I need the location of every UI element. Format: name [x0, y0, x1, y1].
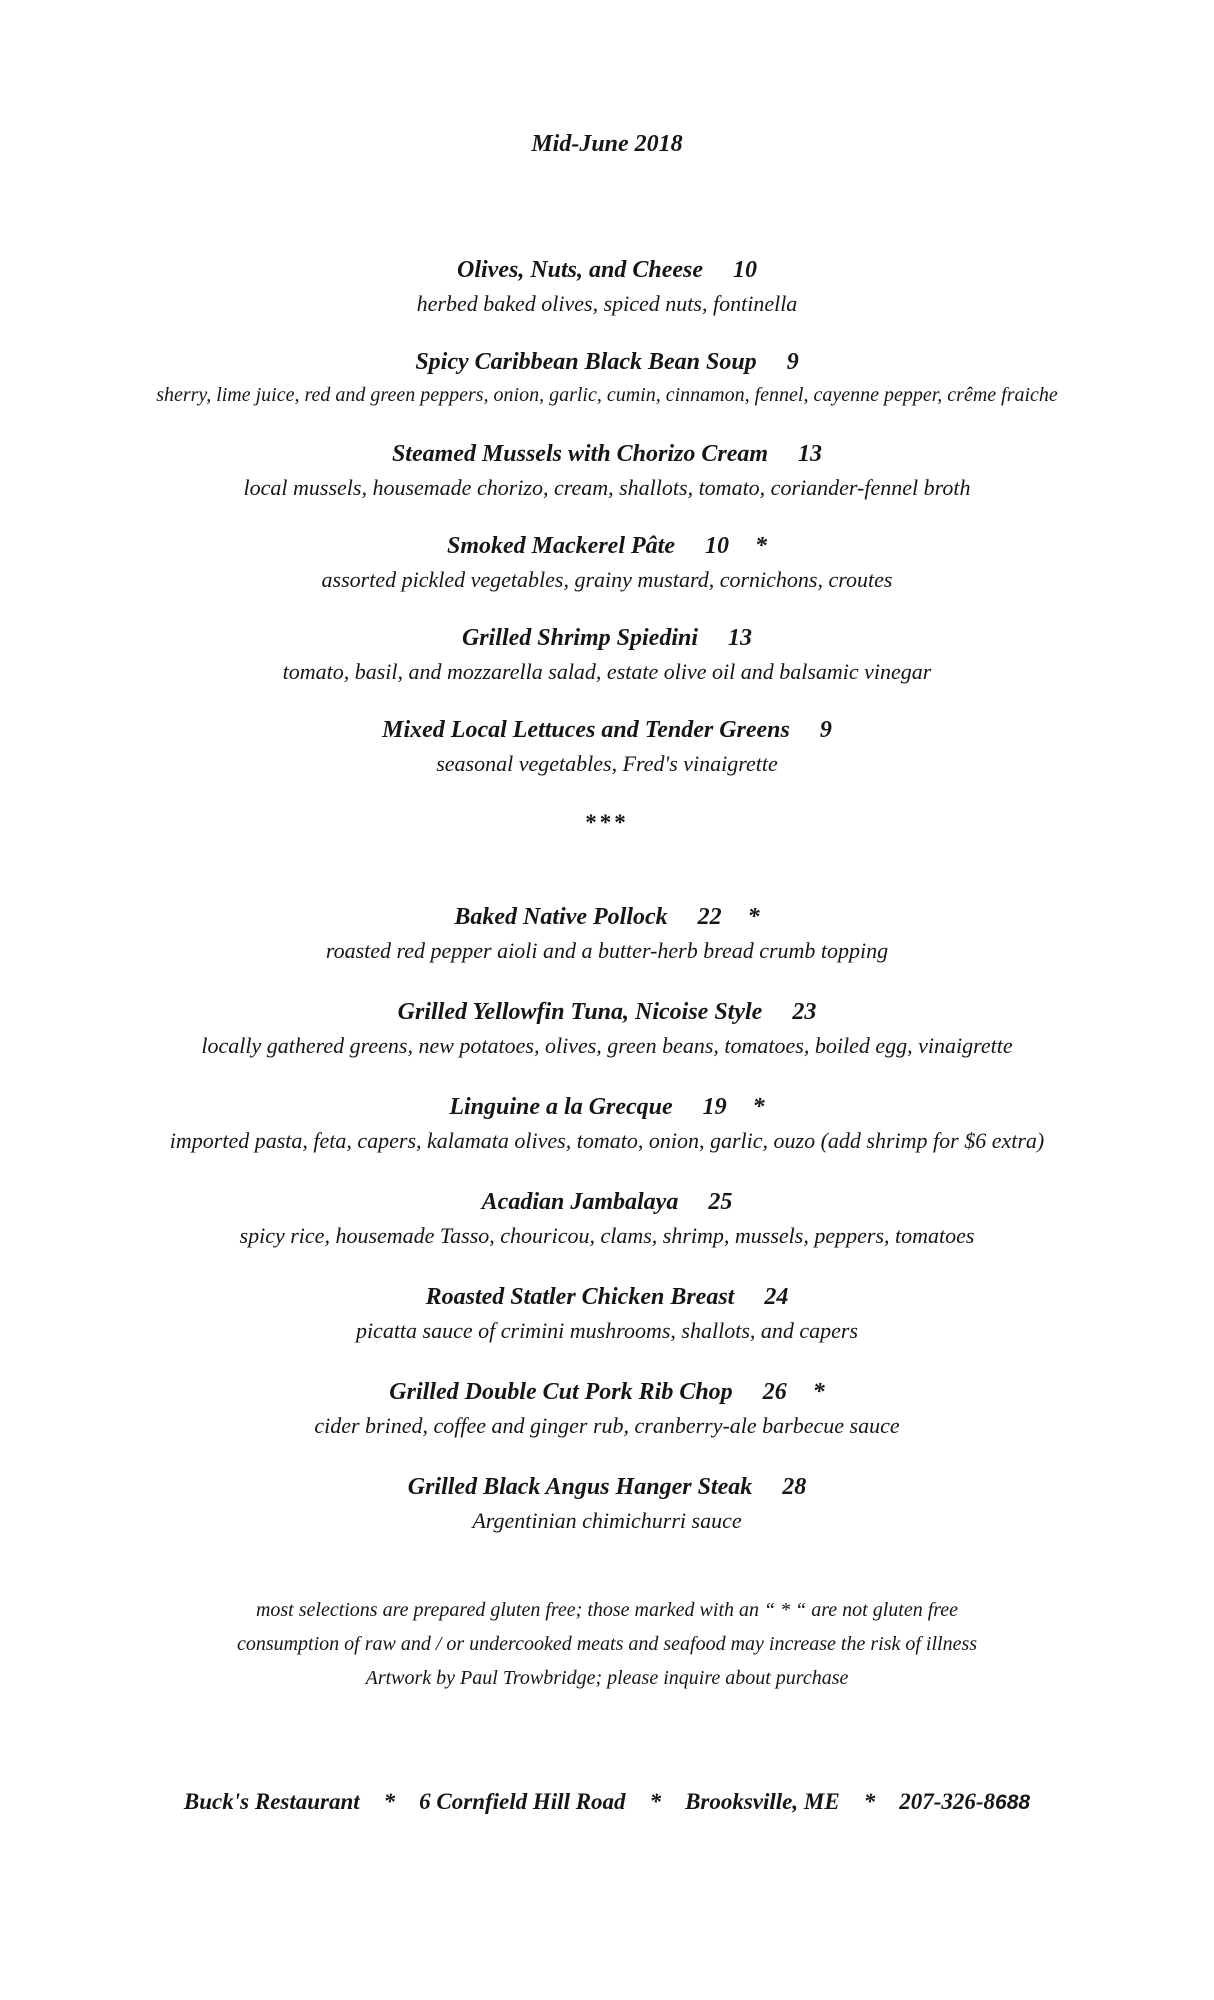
- item-title-line: [0, 438, 1214, 471]
- item-title-line: [0, 1186, 1214, 1219]
- item-title-line: [0, 254, 1214, 287]
- appetizers-section: [0, 254, 1214, 780]
- menu-item: [0, 1091, 1214, 1157]
- menu-date: Mid-June 2018: [531, 131, 683, 158]
- menu-item: [0, 622, 1214, 688]
- item-description: spicy rice, housemade Tasso, chouricou, clams, shrimp, mussels, peppers, tomatoes: [239, 1223, 975, 1249]
- item-price: 19: [702, 1094, 727, 1121]
- item-title-line: [0, 714, 1214, 747]
- restaurant-name: Buck's Restaurant: [183, 1789, 360, 1815]
- item-name: Acadian Jambalaya: [481, 1189, 679, 1216]
- item-price: 13: [798, 441, 823, 468]
- raw-consumption-note: consumption of raw and / or undercooked meats and seafood may increase the risk of illness: [236, 1633, 978, 1656]
- phone-number: [899, 1789, 1030, 1814]
- item-description: assorted pickled vegetables, grainy mustard, cornichons, croutes: [321, 567, 893, 593]
- item-name: Steamed Mussels with Chorizo Cream: [391, 441, 769, 468]
- item-name: Roasted Statler Chicken Breast: [425, 1284, 735, 1311]
- item-price: 9: [786, 349, 799, 376]
- item-price: 10: [704, 533, 729, 560]
- item-price: 13: [728, 625, 753, 652]
- menu-item: [0, 254, 1214, 320]
- item-name: Grilled Yellowfin Tuna, Nicoise Style: [397, 999, 763, 1026]
- separator-star: *: [383, 1789, 396, 1815]
- item-description: local mussels, housemade chorizo, cream, shallots, tomato, coriander-fennel broth: [243, 475, 971, 501]
- item-title-line: [0, 1471, 1214, 1504]
- item-name: Smoked Mackerel Pâte: [447, 533, 675, 560]
- menu-item: [0, 346, 1214, 412]
- item-description: locally gathered greens, new potatoes, olives, green beans, tomatoes, boiled egg, vinaigrette: [201, 1033, 1013, 1059]
- item-description: seasonal vegetables, Fred's vinaigrette: [436, 751, 778, 777]
- menu-item: [0, 1471, 1214, 1537]
- item-description: cider brined, coffee and ginger rub, cranberry-ale barbecue sauce: [314, 1413, 900, 1439]
- item-title-line: [0, 996, 1214, 1029]
- item-price: 10: [733, 257, 757, 284]
- not-gluten-free-star: *: [747, 904, 760, 931]
- item-title-line: [0, 1376, 1214, 1409]
- not-gluten-free-star: *: [752, 1094, 765, 1121]
- item-description: sherry, lime juice, red and green peppers, onion, garlic, cumin, cinnamon, fennel, cayenne pepper, crême fraiche: [156, 384, 1058, 407]
- item-title-line: [0, 901, 1214, 934]
- item-description: imported pasta, feta, capers, kalamata olives, tomato, onion, garlic, ouzo (add shrimp for $6 extra): [169, 1128, 1045, 1154]
- item-name: Grilled Shrimp Spiedini: [461, 625, 699, 652]
- not-gluten-free-star: *: [812, 1379, 825, 1406]
- item-price: 22: [697, 904, 722, 931]
- course-separator: ***: [585, 810, 629, 836]
- item-name: Olives, Nuts, and Cheese: [457, 257, 703, 284]
- item-name: Spicy Caribbean Black Bean Soup: [415, 349, 757, 376]
- item-name: Grilled Double Cut Pork Rib Chop: [389, 1379, 733, 1406]
- item-name: Mixed Local Lettuces and Tender Greens: [382, 717, 790, 744]
- menu-item: [0, 714, 1214, 780]
- city-state: Brooksville, ME: [685, 1789, 840, 1815]
- artwork-note: Artwork by Paul Trowbridge; please inquire about purchase: [365, 1667, 849, 1690]
- item-name: Linguine a la Grecque: [449, 1094, 673, 1121]
- item-price: 9: [819, 717, 832, 744]
- item-description: herbed baked olives, spiced nuts, fontinella: [416, 291, 798, 317]
- item-price: 26: [762, 1379, 787, 1406]
- phone-number-main: 207-326-8: [899, 1789, 996, 1815]
- item-description: Argentinian chimichurri sauce: [472, 1508, 742, 1534]
- menu-item: [0, 1186, 1214, 1252]
- item-description: roasted red pepper aioli and a butter-herb bread crumb topping: [325, 938, 889, 964]
- item-name: Grilled Black Angus Hanger Steak: [407, 1474, 753, 1501]
- menu-item: [0, 438, 1214, 504]
- restaurant-footer: [0, 1785, 1214, 1819]
- item-price: 28: [782, 1474, 807, 1501]
- item-description: picatta sauce of crimini mushrooms, shallots, and capers: [355, 1318, 859, 1344]
- item-name: Baked Native Pollock: [454, 904, 668, 931]
- street-address: 6 Cornfield Hill Road: [419, 1789, 626, 1815]
- separator-star: *: [863, 1789, 876, 1815]
- menu-item: [0, 1281, 1214, 1347]
- item-price: 25: [708, 1189, 733, 1216]
- item-title-line: [0, 1091, 1214, 1124]
- item-title-line: [0, 622, 1214, 655]
- item-description: tomato, basil, and mozzarella salad, estate olive oil and balsamic vinegar: [282, 659, 932, 685]
- notes-section: [0, 1593, 1214, 1695]
- not-gluten-free-star: *: [754, 533, 767, 560]
- menu-item: [0, 901, 1214, 967]
- item-price: 23: [792, 999, 817, 1026]
- menu-item: [0, 1376, 1214, 1442]
- item-title-line: [0, 530, 1214, 563]
- gluten-free-note: most selections are prepared gluten free; those marked with an “ * “ are not gluten free: [255, 1599, 959, 1622]
- menu-item: [0, 530, 1214, 596]
- item-title-line: [0, 1281, 1214, 1314]
- menu-item: [0, 996, 1214, 1062]
- item-title-line: [0, 346, 1214, 379]
- entrees-section: [0, 901, 1214, 1537]
- item-price: 24: [764, 1284, 789, 1311]
- phone-number-tail: 688: [995, 1791, 1031, 1815]
- separator-star: *: [649, 1789, 662, 1815]
